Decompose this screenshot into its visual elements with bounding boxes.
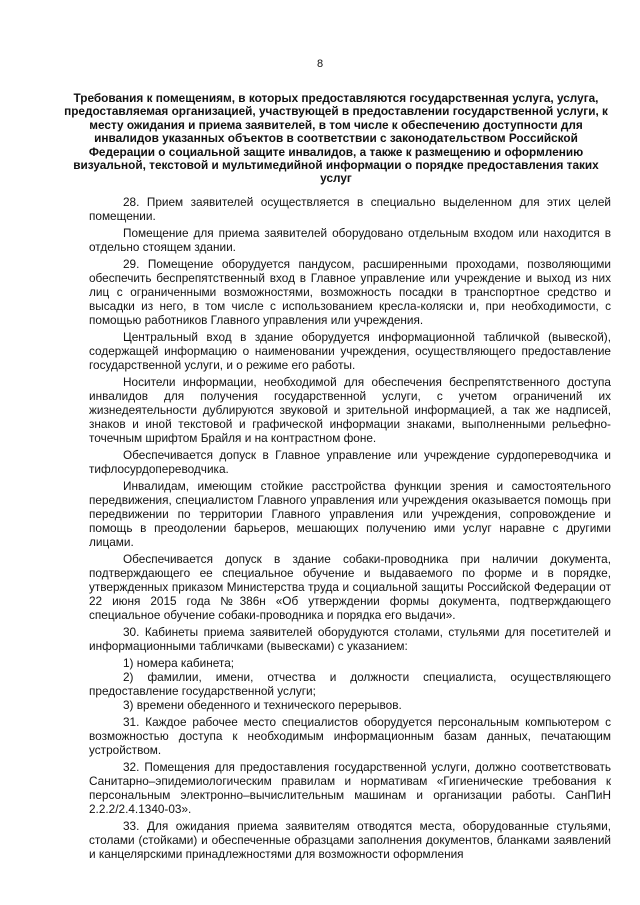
paragraph-guide-dog: Обеспечивается допуск в здание собаки-проводника при наличии документа, подтверждающего ее специальное обучение и выдаваемого по форме и в порядке, утвержденных приказом Министерства труда и социальной защиты Российской Федерации от 22 июня 2015 года №386н «Об утверждении формы документа, подтверждающего специальное обучение собаки-проводника и порядка его выдачи». [89,552,611,622]
paragraph-sign-interpreter: Обеспечивается допуск в Главное управление или учреждение сурдопереводчика и тифлосурдопереводчика. [89,448,611,476]
section-heading: Требования к помещениям, в которых предоставляются государственная услуга, услуга, предоставляемая организацией, участвующей в предоставлении государственной услуги, к месту ожидания и приема заявителей, в том числе к обеспечению доступности для инвалидов указанных объектов в соответствии с законодательством Российской Федерации о социальной защите инвалидов, а также к размещению и оформлению визуальной, текстовой и мультимедийной информации о порядке предоставления таких услуг [64,91,608,186]
page-number: 8 [316,58,324,70]
paragraph-31: 31. Каждое рабочее место специалистов оборудуется персональным компьютером с возможностью доступа к необходимым информационным базам данных, печатающим устройством. [89,715,611,757]
document-body [89,195,611,864]
paragraph-33: 33. Для ожидания приема заявителям отводятся места, оборудованные стульями, столами (стойками) и обеспеченные образцами заполнения документов, бланками заявлений и канцелярскими принадлежностями для возможности оформления [89,819,611,861]
paragraph-32: 32. Помещения для предоставления государственной услуги, должно соответствовать Санитарно–эпидемиологическим правилам и нормативам «Гигиенические требования к персональным электронно–вычислительным машинам и организации работы. СанПиН 2.2.2/2.4.1340-03». [89,760,611,816]
list-item: 2) фамилии, имени, отчества и должности специалиста, осуществляющего предоставление государственной услуги; [89,670,611,698]
paragraph-30: 30. Кабинеты приема заявителей оборудуются столами, стульями для посетителей и информационными табличками (вывесками) с указанием: [89,625,611,653]
list-item: 3) времени обеденного и технического перерывов. [123,698,402,712]
paragraph-28: 28. Прием заявителей осуществляется в специально выделенном для этих целей помещении. [89,195,611,223]
list-item: 1) номера кабинета; [123,656,235,670]
paragraph-assistance: Инвалидам, имеющим стойкие расстройства функции зрения и самостоятельного передвижения, специалистом Главного управления или учреждения оказывается помощь при передвижении по территории Главного управления или учреждения, сопровождение и помощь в преодолении барьеров, мешающих получению ими услуг наравне с другими лицами. [89,479,611,549]
paragraph-entrance-sign: Центральный вход в здание оборудуется информационной табличкой (вывеской), содержащей информацию о наименовании учреждения, осуществляющего предоставление государственной услуги, и о режиме его работы. [89,330,611,372]
paragraph-29: 29. Помещение оборудуется пандусом, расширенными проходами, позволяющими обеспечить беспрепятственный вход в Главное управление или учреждение и выход из них лиц с ограниченными возможностями, возможность посадки в транспортное средство и высадки из него, в том числе с использованием кресла-коляски и, при необходимости, с помощью работников Главного управления или учреждения. [89,257,611,327]
paragraph-separate-entrance: Помещение для приема заявителей оборудовано отдельным входом или находится в отдельно стоящем здании. [89,226,611,254]
paragraph-information-carriers: Носители информации, необходимой для обеспечения беспрепятственного доступа инвалидов для получения государственной услуги, с учетом ограничений их жизнедеятельности дублируются звуковой и зрительной информацией, а так же надписей, знаков и иной текстовой и графической информации знаками, выполненными рельефно-точечным шрифтом Брайля и на контрастном фоне. [89,375,611,445]
